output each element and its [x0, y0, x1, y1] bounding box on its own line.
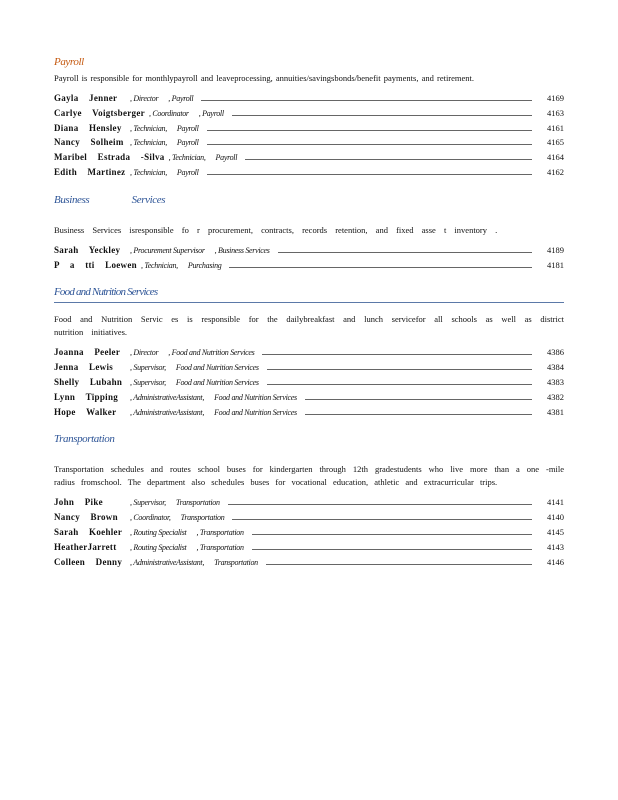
leader-line: [252, 540, 532, 550]
staff-extension: 4141: [547, 497, 564, 508]
staff-row: [54, 91, 564, 106]
staff-dept: , Payroll: [198, 108, 224, 118]
leader-line: [232, 106, 532, 116]
leader-line: [201, 91, 532, 101]
leader-line: [305, 390, 532, 400]
staff-name: Carlye Voigtsberger: [54, 107, 145, 118]
section-payroll: [54, 56, 564, 180]
staff-dept: Payroll: [176, 138, 199, 148]
staff-name: Nancy Brown: [54, 512, 118, 523]
staff-title: , Technician,: [140, 260, 178, 270]
section-heading: Business Services: [54, 193, 166, 206]
staff-row: [54, 106, 564, 121]
staff-row: [54, 135, 564, 150]
staff-title: , Technician,: [130, 123, 167, 133]
leader-line: [305, 405, 532, 415]
staff-title: , Technician,: [130, 138, 167, 148]
staff-row: [54, 525, 564, 540]
leader-line: [262, 345, 532, 355]
section-divider: [54, 302, 564, 303]
leader-line: [267, 375, 532, 385]
staff-row: [54, 345, 564, 360]
staff-dept: Food and Nutrition Services: [214, 392, 297, 402]
staff-extension: 4163: [547, 107, 564, 118]
leader-line: [232, 510, 532, 520]
staff-dept: , Payroll: [168, 94, 194, 103]
staff-title: , Director: [130, 348, 159, 358]
staff-name: Shelly Lubahn: [54, 376, 123, 387]
staff-row: [54, 360, 564, 375]
staff-name: Sarah Yeckley: [54, 244, 121, 255]
staff-dept: Transportation: [180, 513, 225, 523]
staff-name: P a tti Loewen: [54, 259, 137, 270]
staff-name: John Pike: [54, 497, 103, 508]
section-description: Business Services isresponsible fo r procurement, contracts, records retention, and fixed asse t inventory .: [54, 224, 498, 235]
staff-row: [54, 258, 564, 273]
staff-dept: Payroll: [215, 153, 238, 163]
staff-extension: 4145: [547, 526, 564, 537]
staff-extension: 4169: [547, 93, 564, 103]
staff-name: Maribel Estrada -Silva: [54, 152, 165, 163]
leader-line: [207, 135, 532, 145]
section-food-nutrition: [54, 286, 564, 419]
staff-extension: 4140: [547, 512, 564, 523]
leader-line: [278, 243, 532, 253]
staff-row: [54, 150, 564, 165]
section-heading: Food and Nutrition Services: [54, 286, 158, 299]
staff-extension: 4189: [547, 244, 564, 255]
staff-title: , Procurement Supervisor: [130, 245, 205, 255]
staff-name: Lynn Tipping: [54, 391, 119, 402]
staff-name: Diana Hensley: [54, 122, 122, 133]
staff-title: , Routing Specialist: [130, 527, 187, 537]
staff-extension: 4384: [547, 362, 564, 373]
staff-extension: 4146: [547, 556, 564, 567]
staff-title: , Supervisor,: [130, 377, 166, 387]
staff-title: , Supervisor,: [130, 498, 166, 508]
staff-title: , Technician,: [130, 167, 167, 177]
section-transportation: [54, 433, 564, 569]
staff-title: , Coordinator,: [130, 513, 171, 523]
leader-line: [252, 525, 532, 535]
section-description: Food and Nutrition Servic es is responsible for the dailybreakfast and lunch servicefor all schools as well as district nutrition initiatives.: [54, 314, 564, 338]
staff-dept: Payroll: [176, 167, 199, 177]
staff-title: , Director: [130, 94, 159, 103]
staff-name: HeatherJarrett: [54, 541, 117, 552]
section-business-services: [54, 194, 564, 273]
staff-row: [54, 495, 564, 510]
staff-extension: 4181: [547, 259, 564, 270]
staff-dept: Purchasing: [187, 260, 222, 270]
staff-dept: Food and Nutrition Services: [175, 363, 259, 373]
staff-extension: 4161: [547, 122, 564, 133]
staff-dept: , Transportation: [196, 542, 244, 552]
staff-dept: , Business Services: [214, 245, 270, 255]
staff-dept: Payroll: [176, 123, 199, 133]
staff-title: , AdministrativeAssistant,: [130, 392, 205, 402]
staff-row: [54, 243, 564, 258]
staff-dept: , Transportation: [196, 527, 244, 537]
staff-title: , Supervisor,: [130, 363, 166, 373]
leader-line: [207, 121, 532, 131]
staff-row: [54, 390, 564, 405]
leader-line: [245, 150, 532, 160]
staff-dept: Transportation: [175, 498, 220, 508]
leader-line: [229, 258, 532, 268]
staff-dept: Food and Nutrition Services: [175, 377, 259, 387]
staff-name: Hope Walker: [54, 406, 117, 417]
staff-row: [54, 121, 564, 136]
leader-line: [207, 165, 532, 175]
staff-row: [54, 405, 564, 420]
staff-dept: , Food and Nutrition Services: [168, 348, 255, 358]
staff-row: [54, 165, 564, 180]
directory-page: [54, 56, 564, 583]
staff-name: Joanna Peeler: [54, 347, 121, 358]
section-description: Payroll is responsible for monthlypayroll and leaveprocessing, annuities/savingsbonds/benefit payments, and retirement.: [54, 73, 475, 83]
staff-row: [54, 555, 564, 570]
staff-title: , Routing Specialist: [130, 542, 187, 552]
section-heading: Payroll: [54, 56, 84, 68]
staff-name: Edith Martinez: [54, 166, 126, 177]
section-description: Transportation schedules and routes school buses for kindergarten through 12th gradestudents who live more than a one -mile radius fromschool. The department also schedules buses for vocational education, athletic and extracurricular trips.: [54, 464, 564, 488]
leader-line: [228, 495, 532, 505]
staff-extension: 4165: [547, 137, 564, 148]
staff-title: , AdministrativeAssistant,: [130, 557, 205, 567]
staff-extension: 4164: [547, 152, 564, 163]
staff-extension: 4382: [547, 391, 564, 402]
staff-name: Gayla Jenner: [54, 93, 118, 103]
staff-name: Nancy Solheim: [54, 137, 124, 148]
staff-extension: 4381: [547, 406, 564, 417]
staff-row: [54, 510, 564, 525]
staff-name: Colleen Denny: [54, 556, 123, 567]
staff-dept: Transportation: [214, 557, 258, 567]
staff-name: Sarah Koehler: [54, 526, 123, 537]
staff-title: , Technician,: [168, 153, 206, 163]
staff-extension: 4162: [547, 166, 564, 177]
staff-row: [54, 375, 564, 390]
leader-line: [267, 360, 532, 370]
section-heading: Transportation: [54, 433, 115, 446]
leader-line: [266, 555, 532, 565]
staff-extension: 4143: [547, 541, 564, 552]
staff-dept: Food and Nutrition Services: [214, 407, 297, 417]
staff-name: Jenna Lewis: [54, 362, 114, 373]
staff-extension: 4383: [547, 376, 564, 387]
staff-title: , AdministrativeAssistant,: [130, 407, 205, 417]
staff-extension: 4386: [547, 347, 564, 358]
staff-row: [54, 540, 564, 555]
staff-title: , Coordinator: [148, 108, 189, 118]
